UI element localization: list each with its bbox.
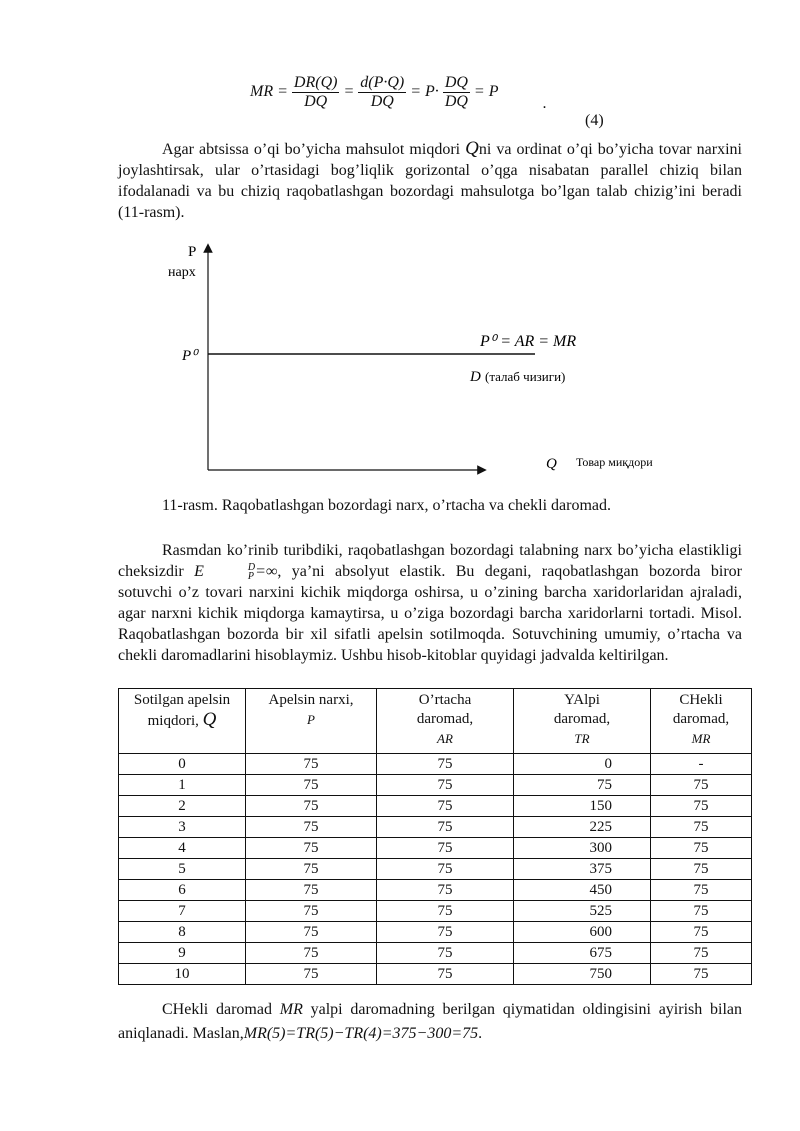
elasticity-letter: E xyxy=(194,563,204,580)
table-cell: 75 xyxy=(246,754,377,775)
fraction-1-denominator: DQ xyxy=(304,92,328,110)
y-axis-symbol: P xyxy=(188,244,197,260)
header-quantity-line1: Sotilgan apelsin xyxy=(133,692,231,708)
table-row xyxy=(119,775,752,796)
table-cell: 75 xyxy=(377,964,514,985)
table-cell: 8 xyxy=(119,922,246,943)
table-cell: 75 xyxy=(651,964,752,985)
table-cell: 2 xyxy=(119,796,246,817)
formula-equals: = xyxy=(277,83,288,101)
elasticity-rhs: =∞ xyxy=(255,563,278,580)
table-cell: 75 xyxy=(377,922,514,943)
elasticity-superscript: D xyxy=(247,562,256,574)
paragraph-3-end: . xyxy=(478,1025,483,1042)
line-equation-label: P⁰ = AR = MR xyxy=(480,333,577,350)
formula-lhs: MR xyxy=(250,83,274,101)
table-cell: 75 xyxy=(377,817,514,838)
table-cell: 75 xyxy=(377,754,514,775)
q-symbol: Q xyxy=(465,138,479,159)
table-cell: 75 xyxy=(377,775,514,796)
demand-symbol: D xyxy=(470,369,481,385)
table-cell: 75 xyxy=(246,901,377,922)
table-cell: 600 xyxy=(514,922,651,943)
table-cell: 3 xyxy=(119,817,246,838)
demand-line-label: (талаб чизиги) xyxy=(485,369,566,384)
table-cell: 75 xyxy=(651,796,752,817)
table-cell: 10 xyxy=(119,964,246,985)
demand-chart xyxy=(150,236,710,486)
paragraph-1-text-b: ni va ordinat o’qi bo’yicha tovar narxini joylashtirsak, ular o’rtasidagi bog’liqlik gorizontal o’qga nisabatan parallel chiziq bilan ifodalanadi va bu chiziq raqobatlashgan bozordagi mahsulotga bo’lgan talab chizig’ini beradi (11-rasm). xyxy=(118,141,742,221)
table-cell: 450 xyxy=(514,880,651,901)
header-mr-symbol: MR xyxy=(691,731,711,746)
table-row xyxy=(119,796,752,817)
table-cell: 75 xyxy=(246,775,377,796)
header-tr-symbol: TR xyxy=(574,731,590,746)
table-row xyxy=(119,838,752,859)
mr-symbol: MR xyxy=(279,1001,303,1018)
fraction-1-numerator: DR(Q) xyxy=(293,74,338,91)
y-axis-label: нарх xyxy=(168,265,196,280)
header-tr-line1: YAlpi xyxy=(564,692,600,708)
table-cell: 4 xyxy=(119,838,246,859)
header-total-revenue xyxy=(514,689,651,754)
table-cell: 750 xyxy=(514,964,651,985)
x-axis-symbol: Q xyxy=(546,456,557,472)
formula-fraction-1 xyxy=(292,74,340,110)
formula-dot: . xyxy=(542,95,547,113)
table-cell: 75 xyxy=(651,922,752,943)
table-cell: 75 xyxy=(246,796,377,817)
paragraph-3-text-a: CHekli daromad xyxy=(162,1001,280,1018)
header-ar-line2: daromad, xyxy=(416,711,474,727)
table-cell: 75 xyxy=(377,796,514,817)
mr-example-formula: MR(5)=TR(5)−TR(4)=375−300=75 xyxy=(243,1025,479,1042)
table-cell: 75 xyxy=(246,859,377,880)
equation-number: (4) xyxy=(585,112,604,129)
fraction-2-denominator: DQ xyxy=(370,92,394,110)
header-mr-line2: daromad, xyxy=(672,711,730,727)
table-cell: 525 xyxy=(514,901,651,922)
table-row xyxy=(119,943,752,964)
table-row xyxy=(119,964,752,985)
table-cell: 75 xyxy=(377,838,514,859)
elasticity-subscript: P xyxy=(247,571,255,583)
table-cell: 75 xyxy=(651,775,752,796)
header-mr-line1: CHekli xyxy=(679,692,723,708)
table-cell: 75 xyxy=(246,880,377,901)
header-ar-symbol: AR xyxy=(437,731,453,746)
table-header-row xyxy=(119,689,752,754)
table-cell: 75 xyxy=(651,880,752,901)
formula-rhs: P xyxy=(488,83,499,101)
table-cell: 75 xyxy=(377,901,514,922)
table-cell: 5 xyxy=(119,859,246,880)
table-cell: 7 xyxy=(119,901,246,922)
table-cell: 675 xyxy=(514,943,651,964)
fraction-3-numerator: DQ xyxy=(444,74,468,91)
paragraph-3-text-b: yalpi daromadning berilgan qiymatidan oldingisini ayirish bilan aniqlanadi. Maslan, xyxy=(118,1001,743,1042)
table-cell: 75 xyxy=(377,943,514,964)
figure-caption: 11-rasm. Raqobatlashgan bozordagi narx, o’rtacha va chekli daromad. xyxy=(162,497,612,514)
paragraph-1-text-a: Agar abtsissa o’qi bo’yicha mahsulot miqdori xyxy=(162,141,466,158)
table-cell: 75 xyxy=(651,817,752,838)
header-price xyxy=(246,689,377,754)
formula-fraction-2 xyxy=(358,74,406,110)
header-average-revenue xyxy=(377,689,514,754)
formula-p-dot: P· xyxy=(425,83,439,101)
table-cell: 75 xyxy=(651,838,752,859)
table-row xyxy=(119,901,752,922)
header-quantity-line2: miqdori, xyxy=(147,713,203,729)
price-level-label: P⁰ xyxy=(182,348,198,364)
header-marginal-revenue xyxy=(651,689,752,754)
table-cell: 75 xyxy=(377,859,514,880)
table-cell: 75 xyxy=(246,922,377,943)
formula-equals: = xyxy=(473,83,485,101)
paragraph-1 xyxy=(118,138,742,223)
formula-equals: = xyxy=(343,83,355,101)
formula-fraction-3 xyxy=(443,74,470,110)
table-row xyxy=(119,817,752,838)
table-cell: 9 xyxy=(119,943,246,964)
marginal-revenue-formula xyxy=(250,74,547,113)
table-cell: 75 xyxy=(514,775,651,796)
paragraph-2 xyxy=(118,540,742,666)
table-cell: 75 xyxy=(377,880,514,901)
table-cell: 225 xyxy=(514,817,651,838)
fraction-2-numerator: d(P·Q) xyxy=(360,74,405,91)
table-cell: 0 xyxy=(514,754,651,775)
table-row xyxy=(119,922,752,943)
paragraph-2-text-a: Rasmdan ko’rinib turibdiki, raqobatlashgan bozordagi talabning narx bo’yicha elastikligi cheksizdir xyxy=(118,542,742,580)
header-price-line1: Apelsin narxi, xyxy=(268,692,354,708)
table-cell: 1 xyxy=(119,775,246,796)
table-cell: 150 xyxy=(514,796,651,817)
table-cell: - xyxy=(651,754,752,775)
paragraph-2-text-b: , ya’ni absolyut elastik. Bu degani, raqobatlashgan bozorda biror sotuvchi o’z tovari narxini kichik miqdorga oshirsa, u o’zining barcha xaridorlaridan ajraladi, agar narxni kichik miqdorga kamaytirsa, u o’ziga bozordagi barcha xaridorlarni tortadi. Misol. Raqobatlashgan bozorda bir xil sifatli apelsin sotilmoqda. Sotuvchining umumiy, o’rtacha va chekli daromadlarini hisoblaymiz. Ushbu hisob-kitoblar quyidagi jadvalda keltirilgan. xyxy=(118,563,742,664)
table-row xyxy=(119,880,752,901)
table-cell: 300 xyxy=(514,838,651,859)
table-body xyxy=(119,754,752,985)
header-price-symbol: P xyxy=(307,712,315,727)
x-axis-label: Товар миқдори xyxy=(576,455,653,469)
table-cell: 0 xyxy=(119,754,246,775)
table-cell: 75 xyxy=(246,838,377,859)
table-row xyxy=(119,754,752,775)
table-cell: 75 xyxy=(246,943,377,964)
fraction-3-denominator: DQ xyxy=(444,92,468,110)
header-quantity xyxy=(119,689,246,754)
header-tr-line2: daromad, xyxy=(553,711,611,727)
revenue-table xyxy=(118,688,752,985)
formula-equals: = xyxy=(410,83,422,101)
header-quantity-symbol: Q xyxy=(202,709,217,730)
paragraph-3 xyxy=(118,998,742,1046)
table-cell: 75 xyxy=(651,859,752,880)
table-cell: 375 xyxy=(514,859,651,880)
table-cell: 6 xyxy=(119,880,246,901)
header-ar-line1: O’rtacha xyxy=(418,692,472,708)
table-cell: 75 xyxy=(246,817,377,838)
table-row xyxy=(119,859,752,880)
table-cell: 75 xyxy=(651,901,752,922)
table-cell: 75 xyxy=(246,964,377,985)
elasticity-symbol xyxy=(194,562,278,583)
table-cell: 75 xyxy=(651,943,752,964)
